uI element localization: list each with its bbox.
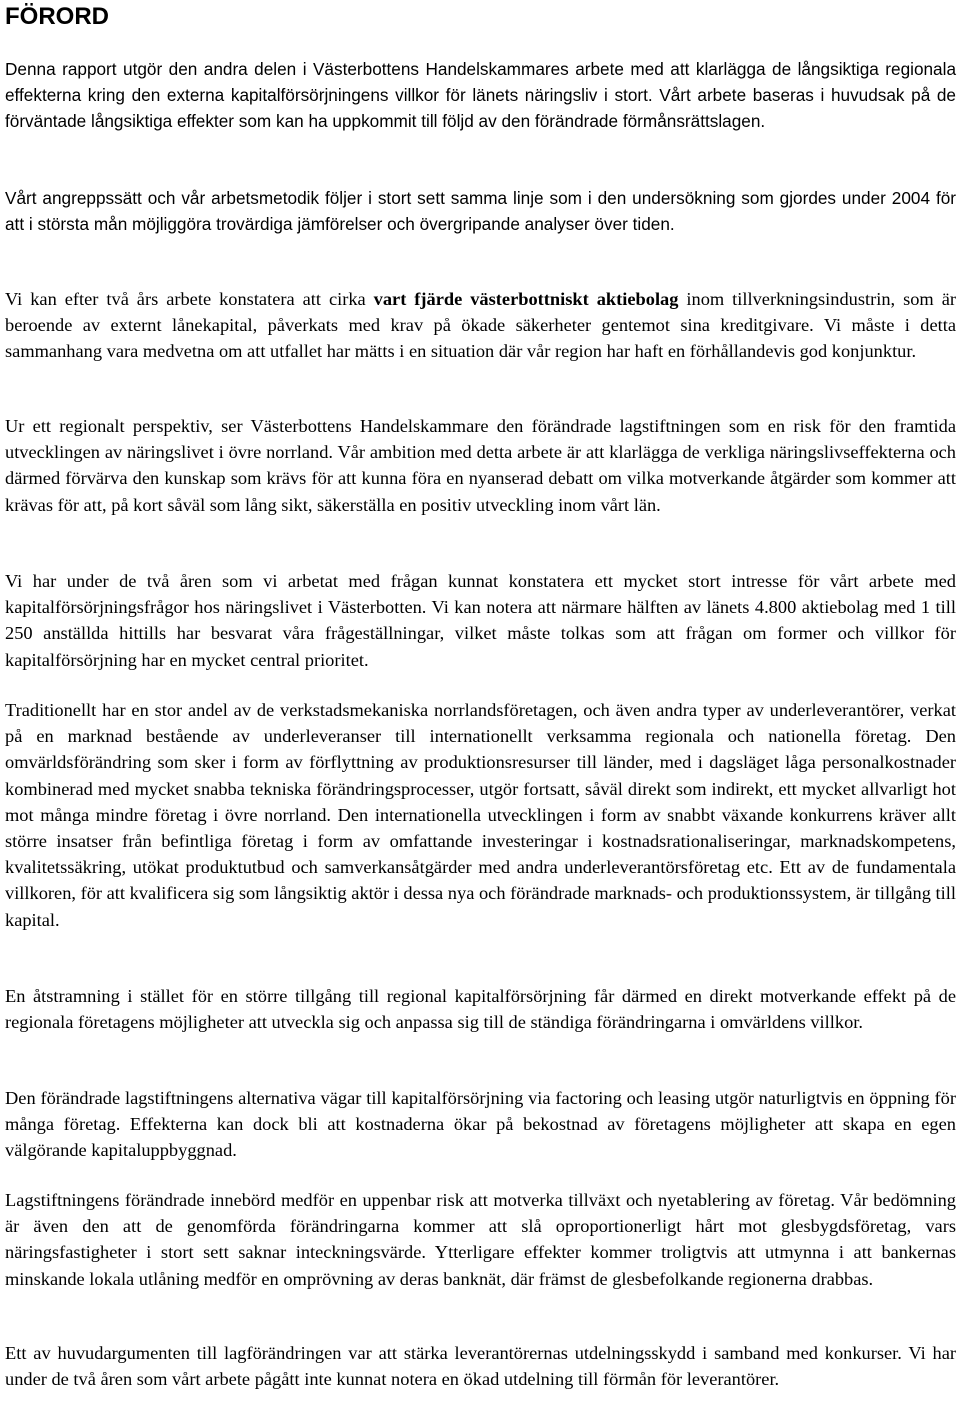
paragraph-regional: Ur ett regionalt perspektiv, ser Västerbottens Handelskammare den förändrade lagstiftningen som en risk för den framtida utvecklingen av näringslivet i övre norrland. Vår ambition med detta arbete är att klarlägga de verkliga näringslivseffekterna och därmed förvärva den kunskap som krävs för att kunna föra en nyanserad debatt om vilka motverkande åtgärder som kommer att krävas för att, på kort såväl som lång sikt, säkerställa en positiv utveckling inom vårt län. — [5, 416, 956, 515]
paragraph-alternatives: Den förändrade lagstiftningens alternativa vägar till kapitalförsörjning via factoring och leasing utgör naturligtvis en öppning för många företag. Effekterna kan dock bli att kostnaderna ökar på bekostnad av företagens möjligheter att skapa en egen välgörande kapitaluppbyggnad. — [5, 1088, 956, 1161]
paragraph-tightening: En åtstramning i stället för en större tillgång till regional kapitalförsörjning får därmed en direkt motverkande effekt på de regionala företagens möjligheter att utveckla sig och anpassa sig till de ständiga förändringarna i omvärldens villkor. — [5, 986, 956, 1033]
findings-highlight: vart fjärde västerbottniskt aktiebolag — [373, 289, 679, 309]
paragraph-risk: Lagstiftningens förändrade innebörd medför en uppenbar risk att motverka tillväxt och nyetablering av företag. Vår bedömning är även den att de genomförda förändringarna kommer att slå oproportionerligt hårt mot glesbygdsföretag, vars näringsfastigheter i stort sett saknar inteckningsvärde. Ytterligare effekter kommer troligtvis att utmynna i att bankernas minskande lokala utlåning medför en omprövning av deras banknät, där främst de glesbefolkande regionerna drabbas. — [5, 1190, 956, 1289]
paragraph-traditional: Traditionellt har en stor andel av de verkstadsmekaniska norrlandsföretagen, och även andra typer av underleverantörer, verkat på en marknad bestående av underleveranser till internationellt verksamma regionala och nationella företag. Den omvärldsförändring som sker i form av förflyttning av produktionsresurser till länder, med i dagsläget låga personalkostnader kombinerad med mycket snabba tekniska förändringsprocesser, utgör fortsatt, såväl direkt som indirekt, ett mycket allvarligt hot mot många mindre företag i övre norrland. Den internationella utvecklingen i form av snabbt växande konkurrens kräver allt större insatser från befintliga företag i form av omfattande investeringar i kostnadsrationaliseringar, marknadskompetens, kvalitetssäkring, utökat produktutbud och samverkansåtgärder med andra underleverantörsföretag etc. Ett av de fundamentala villkoren, för att kvalificera sig som långsiktig aktör i dessa nya och förändrade marknads- och produktionssystem, är tillgång till kapital. — [5, 700, 956, 930]
paragraph-findings — [5, 286, 956, 365]
findings-text-start: Vi kan efter två års arbete konstatera att cirka — [5, 289, 374, 309]
page-title: FÖRORD — [5, 3, 109, 30]
paragraph-interest: Vi har under de två åren som vi arbetat med frågan kunnat konstatera ett mycket stort intresse för vårt arbete med kapitalförsörjningsfrågor hos näringslivet i Västerbotten. Vi kan notera att närmare hälften av länets 4.800 aktiebolag med 1 till 250 anställda hittills har besvarat våra frågeställningar, vilket måste tolkas som att frågan om former och villkor för kapitalförsörjning har en mycket central prioritet. — [5, 571, 956, 670]
paragraph-method: Vårt angreppssätt och vår arbetsmetodik följer i stort sett samma linje som i den undersökning som gjordes under 2004 för att i största mån möjliggöra trovärdiga jämförelser och övergripande analyser över tiden. — [5, 188, 956, 235]
findings-text-end: inom tillverkningsindustrin, som är beroende av externt lånekapital, påverkats med krav på ökade säkerheter gentemot sina kreditgivare. Vi måste i detta sammanhang vara medvetna om att utfallet har mätts i en situation där vår region har haft en förhållandevis god konjunktur. — [5, 289, 956, 362]
paragraph-conclusion: Ett av huvudargumenten till lagförändringen var att stärka leverantörernas utdelningsskydd i samband med konkurser. Vi har under de två åren som vårt arbete pågått inte kunnat notera en ökad utdelning till förmån för leverantörer. — [5, 1343, 956, 1390]
paragraph-intro: Denna rapport utgör den andra delen i Västerbottens Handelskammares arbete med att klarlägga de långsiktiga regionala effekterna kring den externa kapitalförsörjningens villkor för länets näringsliv i stort. Vårt arbete baseras i huvudsak på de förväntade långsiktiga effekter som kan ha uppkommit till följd av den förändrade förmånsrättslagen. — [5, 59, 956, 132]
